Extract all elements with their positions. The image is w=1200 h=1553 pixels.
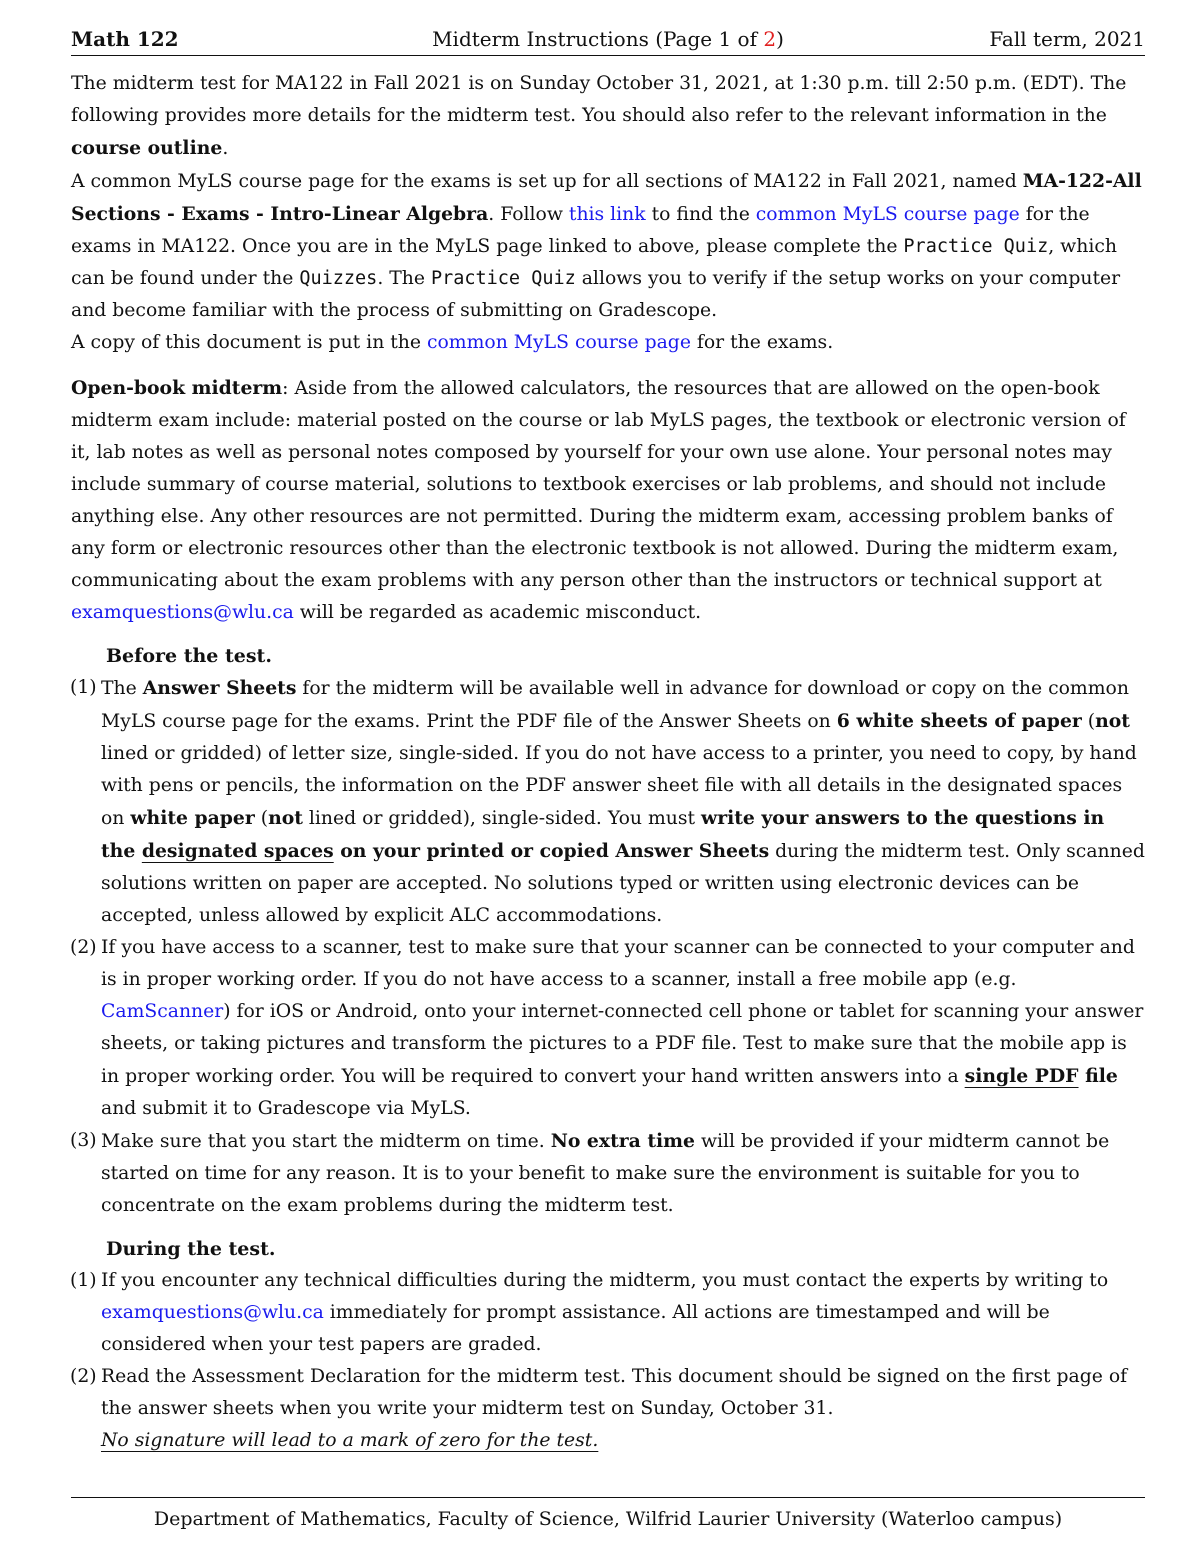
before-test-heading: Before the test.: [106, 645, 272, 667]
intro-paragraph-3: A copy of this document is put in the common MyLS course page for the exams.: [71, 332, 834, 353]
course-code: Math 122: [71, 27, 179, 51]
intro-paragraph-1: The midterm test for MA122 in Fall 2021 is on Sunday October 31, 2021, at 1:30 p.m. till 2:50 p.m. (EDT). The following provides more details for the midterm test. You should also refer to the relevant information in the course outline.: [71, 73, 1127, 159]
designated-spaces-emphasis: designated spaces: [141, 840, 334, 862]
common-myls-link[interactable]: common MyLS course page: [755, 204, 1020, 225]
exam-email-link[interactable]: examquestions@wlu.ca: [101, 1302, 324, 1323]
list-item: (2) Read the Assessment Declaration for the midterm test. This document should be signed on the first page of the answer sheets when you write your midterm test on Sunday, October 31. No signature will lead to a mark of zero for the test.: [71, 1361, 1145, 1457]
during-test-list: [71, 1265, 1145, 1457]
list-item: (3) Make sure that you start the midterm on time. No extra time will be provided if your midterm cannot be started on time for any reason. It is to your benefit to make sure the environment is suitable for you to concentrate on the exam problems during the midterm test.: [71, 1125, 1145, 1222]
list-item: (2) If you have access to a scanner, test to make sure that your scanner can be connected to your computer and is in proper working order. If you do not have access to a scanner, install a free mobile app (e.g. CamScanner) for iOS or Android, onto your internet-connected cell phone or tablet for scanning your answer sheets, or taking pictures and transform the pictures to a PDF file. Test to make sure that the mobile app is in proper working order. You will be required to convert your hand written answers into a single PDF file and submit it to Gradescope via MyLS.: [71, 932, 1145, 1125]
quizzes-label: Quizzes: [299, 268, 378, 289]
common-myls-link[interactable]: common MyLS course page: [426, 332, 691, 353]
this-link[interactable]: this link: [568, 204, 646, 225]
item-number: (3): [70, 1130, 97, 1151]
page-title: Midterm Instructions (Page 1 of 2): [432, 27, 784, 51]
list-item: (1) If you encounter any technical difficulties during the midterm, you must contact the experts by writing to examquestions@wlu.ca immediately for prompt assistance. All actions are timestamped and will be considered when your test papers are graded.: [71, 1265, 1145, 1361]
course-outline-label: course outline: [71, 137, 223, 159]
term-label: Fall term, 2021: [989, 27, 1145, 51]
page-header: [71, 24, 1145, 56]
practice-quiz-label: Practice Quiz: [430, 268, 576, 289]
item-number: (1): [70, 1270, 97, 1291]
open-book-paragraph: Open-book midterm: Aside from the allowed calculators, the resources that are allowed on the open-book midterm exam include: material posted on the course or lab MyLS pages, the textbook or electronic version of it, lab notes as well as personal notes composed by yourself for your own use alone. Your personal notes may include summary of course material, solutions to textbook exercises or lab problems, and should not include anything else. Any other resources are not permitted. During the midterm exam, accessing problem banks of any form or electronic resources other than the electronic textbook is not allowed. During the midterm exam, communicating about the exam problems with any person other than the instructors or technical support at examquestions@wlu.ca will be regarded as academic misconduct.: [71, 377, 1126, 623]
signature-warning: No signature will lead to a mark of zero for the test.: [101, 1430, 599, 1451]
camscanner-link[interactable]: CamScanner: [101, 1001, 224, 1022]
single-pdf-emphasis: single PDF: [964, 1065, 1079, 1087]
page-footer: Department of Mathematics, Faculty of Science, Wilfrid Laurier University (Waterloo campus): [153, 1508, 1063, 1530]
footer-rule: [71, 1497, 1145, 1498]
before-test-list: [71, 672, 1145, 1222]
page-total-link[interactable]: 2: [763, 27, 777, 51]
document-page: [71, 24, 1145, 1457]
item-number: (1): [70, 677, 97, 698]
open-book-label: Open-book midterm: [71, 377, 283, 399]
exam-email-link[interactable]: examquestions@wlu.ca: [71, 602, 294, 623]
list-item: (1) The Answer Sheets for the midterm will be available well in advance for download or copy on the common MyLS course page for the exams. Print the PDF file of the Answer Sheets on 6 white sheets of paper (not lined or gridded) of letter size, single-sided. If you do not have access to a printer, you need to copy, by hand with pens or pencils, the information on the PDF answer sheet file with all details in the designated spaces on white paper (not lined or gridded), single-sided. You must write your answers to the questions in the designated spaces on your printed or copied Answer Sheets during the midterm test. Only scanned solutions written on paper are accepted. No solutions typed or written using electronic devices can be accepted, unless allowed by explicit ALC accommodations.: [71, 672, 1145, 932]
during-test-heading: During the test.: [106, 1238, 276, 1260]
course-page-name: MA-122-All Sections - Exams - Intro-Linear Algebra: [71, 170, 1142, 225]
item-number: (2): [70, 937, 97, 958]
item-number: (2): [70, 1366, 97, 1387]
practice-quiz-label: Practice Quiz: [903, 236, 1049, 257]
intro-paragraph-2: A common MyLS course page for the exams is set up for all sections of MA122 in Fall 2021, named MA-122-All Sections - Exams - Intro-Linear Algebra. Follow this link to find the common MyLS course page for the exams in MA122. Once you are in the MyLS page linked to above, please complete the Practice Quiz, which can be found under the Quizzes. The Practice Quiz allows you to verify if the setup works on your computer and become familiar with the process of submitting on Gradescope.: [71, 170, 1142, 321]
